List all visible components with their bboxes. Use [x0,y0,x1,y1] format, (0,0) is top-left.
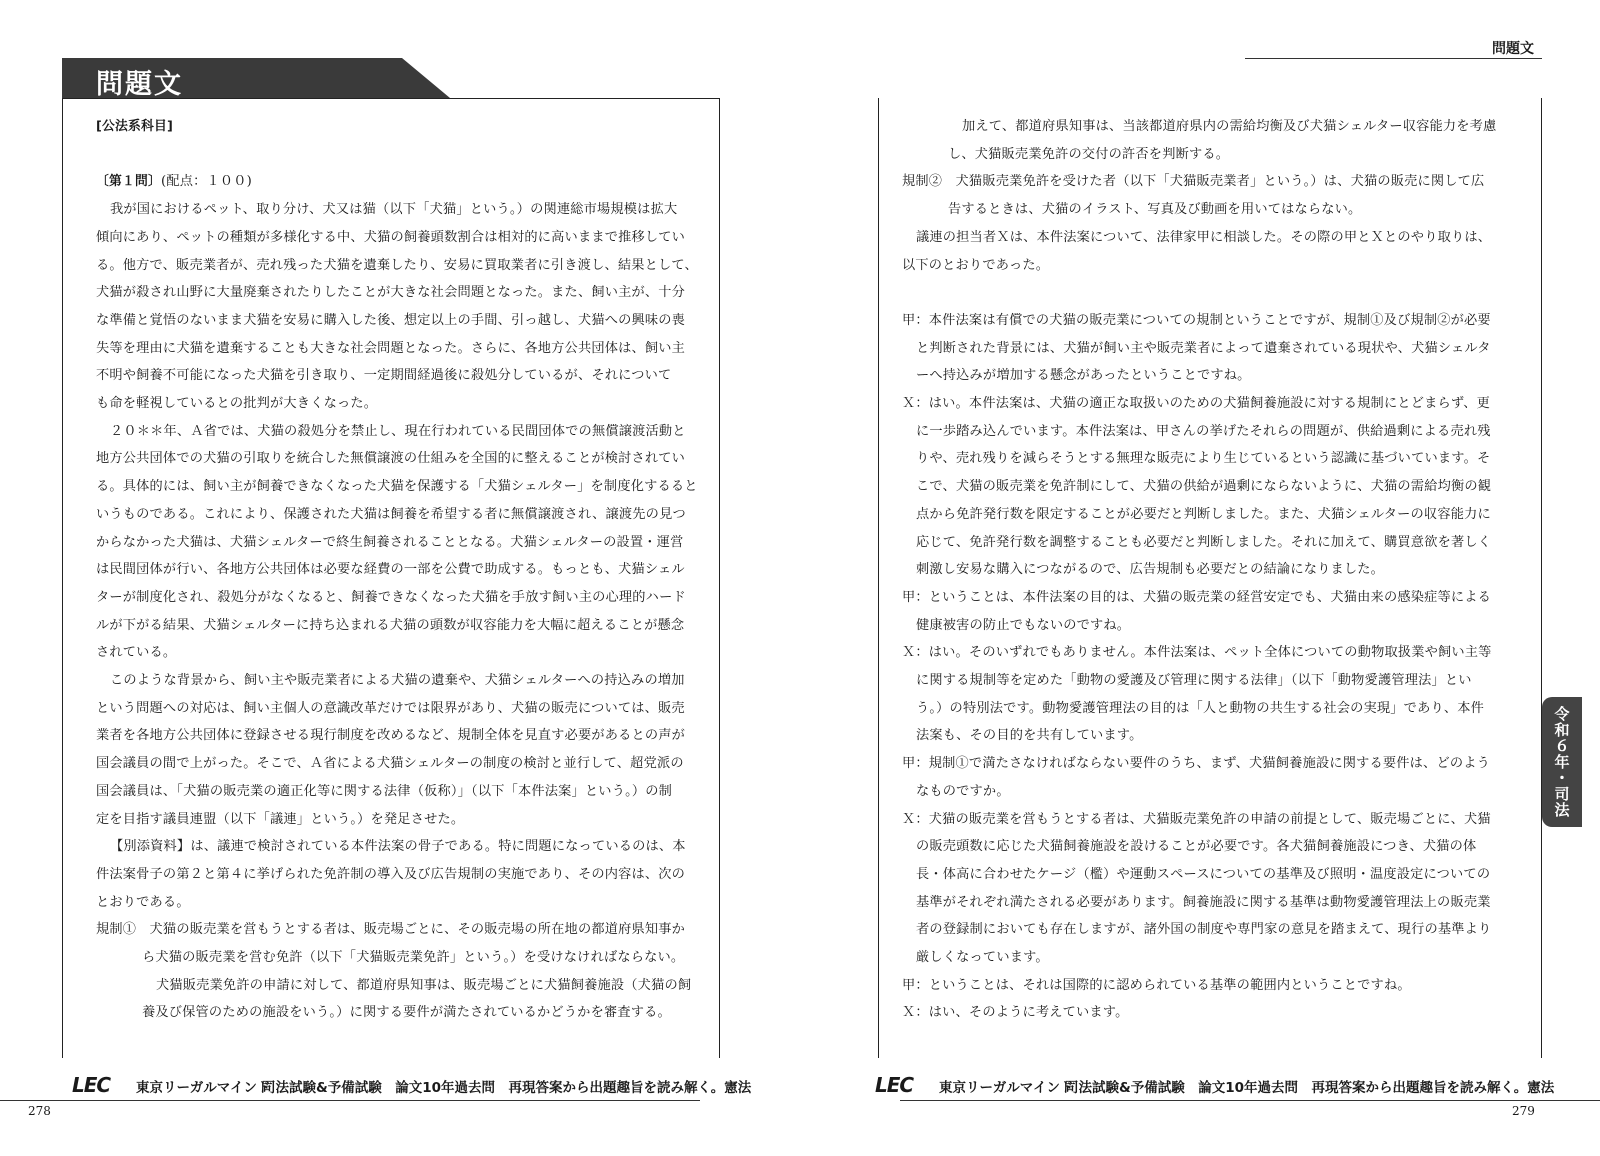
text-line: Ｘ：はい、そのように考えています。 [902,1005,1129,1021]
text-line: ーへ持込みが増加する懸念があったということですね。 [916,368,1251,384]
running-title-rule [1245,58,1542,59]
text-line: る。他方で、販売業者が、売れ残った犬猫を遺棄したり、安易に買取業者に引き渡し、結果として、 [96,257,698,273]
left-footer-rule [0,1100,700,1101]
lec-logo: LEC [875,1073,914,1097]
text-line: 傾向にあり、ペットの種類が多様化する中、犬猫の飼養頭数割合は相対的に高いままで推移してい [96,229,686,245]
text-line: りや、売れ残りを減らそうとする無理な販売により生じているという認識に基づいています。そ [916,451,1491,467]
left-paragraphs [96,196,698,1027]
running-title: 問題文 [1492,41,1534,57]
text-line: は民間団体が行い、各地方公共団体は必要な経費の一部を公費で助成する。もっとも、犬猫シェル [96,562,685,578]
text-line: 地方公共団体での犬猫の引取りを統合した無償譲渡の仕組みを全国的に整えることが検討されてい [96,451,686,467]
right-paragraphs [902,113,1496,1027]
text-line: ターが制度化され、殺処分がなくなると、飼養できなくなった犬猫を手放す飼い主の心理的ハード [96,589,686,605]
text-line: こで、犬猫の販売業を免許制にして、犬猫の供給が過剰にならないように、犬猫の需給均衡の観 [916,479,1492,495]
text-line: 応じて、免許発行数を調整することも必要だと判断しました。それに加えて、購買意欲を著しく [916,534,1492,550]
company-name: 東京リーガルマインド [939,1080,1074,1096]
text-line: 厳しくなっています。 [916,950,1049,966]
text-line: されている。 [96,645,177,661]
right-body [902,113,1496,1027]
text-line: 規制① 犬猫の販売業を営もうとする者は、販売場ごとに、その販売場の所在地の都道府県知事か [96,922,686,938]
text-line: 以下のとおりであった。 [902,257,1050,273]
text-line: な準備と覚悟のないまま犬猫を安易に購入した後、想定以上の手間、引っ越し、犬猫への興味の喪 [96,312,686,328]
text-line: 甲：規制①で満たさなければならない要件のうち、まず、犬猫飼養施設に関する要件は、どのよう [902,756,1490,772]
text-line: 件法案骨子の第２と第４に挙げられた免許制の導入及び広告規制の実施であり、その内容は、次の [96,866,686,882]
text-line: に一歩踏み込んでいます。本件法案は、甲さんの挙げたそれらの問題が、供給過剰による売れ残 [916,423,1491,439]
book-title: 司法試験&予備試験 論文10年過去問 再現答案から出題趣旨を読み解く。憲法 [1065,1080,1555,1096]
text-line: 甲：ということは、それは国際的に認められている基準の範囲内ということですね。 [902,977,1411,993]
text-line: 犬猫販売業免許の申請に対して、都道府県知事は、販売場ごとに犬猫飼養施設（犬猫の飼 [156,977,692,993]
page-number-left: 278 [28,1104,51,1118]
text-line: Ｘ：はい。本件法案は、犬猫の適正な取扱いのための犬猫飼養施設に対する規制にとどまらず、更 [902,396,1490,412]
text-line: 国会議員は、「犬猫の販売業の適正化等に関する法律（仮称）」（以下「本件法案」という。）の制 [96,783,673,799]
text-line: Ｘ：はい。そのいずれでもありません。本件法案は、ペット全体についての動物取扱業や飼い主等 [902,645,1492,661]
category-label: [公法系科目] [96,119,174,134]
text-line: る。具体的には、飼い主が飼養できなくなった犬猫を保護する「犬猫シェルター」を制度化するると [96,479,698,495]
text-line: ルが下がる結果、犬猫シェルターに持ち込まれる犬猫の頭数が収容能力を大幅に超えることが懸念 [96,617,685,633]
text-line: う。）の特別法です。動物愛護管理法の目的は「人と動物の共生する社会の実現」であり、本件 [916,700,1485,716]
left-body [96,113,698,1027]
text-line: 失等を理由に犬猫を遺棄することも大きな社会問題となった。さらに、各地方公共団体は、飼い主 [96,340,686,356]
question-heading: 〔第１問〕(配点：１００) [96,174,252,190]
section-title: 問題文 [96,69,183,100]
text-line: 基準がそれぞれ満たされる必要があります。飼養施設に関する基準は動物愛護管理法上の販売業 [916,894,1491,910]
text-line: 点から免許発行数を限定することが必要だと判断しました。また、犬猫シェルターの収容能力に [916,506,1491,522]
text-line: 規制② 犬猫販売業免許を受けた者（以下「犬猫販売業者」という。）は、犬猫の販売に関して広 [902,174,1485,190]
text-line: と判断された背景には、犬猫が飼い主や販売業者によって遺棄されている現状や、犬猫シェルタ [916,340,1491,356]
text-line: も命を軽視しているとの批判が大きくなった。 [96,396,378,412]
company-name: 東京リーガルマインド [136,1080,271,1096]
text-line: という問題への対応は、飼い主個人の意識改革だけでは限界があり、犬猫の販売については、販売 [96,700,685,716]
text-line: 甲：ということは、本件法案の目的は、犬猫の販売業の経営安定でも、犬猫由来の感染症等による [902,589,1492,605]
text-line: 我が国におけるペット、取り分け、犬又は猫（以下「犬猫」という。）の関連総市場規模は拡大 [110,202,678,218]
text-line: 健康被害の防止でもないのですね。 [916,617,1131,633]
text-line: に関する規制等を定めた「動物の愛護及び管理に関する法律」（以下「動物愛護管理法」とい [916,673,1472,689]
text-line: し、犬猫販売業免許の交付の許否を判断する。 [948,146,1230,162]
right-footer [800,1073,1600,1097]
lec-logo: LEC [72,1073,111,1097]
text-line: 【別添資料】は、議連で検討されている本件法案の骨子である。特に問題になっているのは、本 [110,839,686,855]
text-line: とおりである。 [96,894,190,910]
text-line: 国会議員の間で上がった。そこで、Ａ省による犬猫シェルターの制度の検討と並行して、超党派の [96,756,684,772]
text-line: 加えて、都道府県知事は、当該都道府県内の需給均衡及び犬猫シェルター収容能力を考慮 [962,119,1497,134]
text-line: 告するときは、犬猫のイラスト、写真及び動画を用いてはならない。 [948,202,1362,218]
book-title: 司法試験&予備試験 論文10年過去問 再現答案から出題趣旨を読み解く。憲法 [262,1080,752,1096]
text-line: このような背景から、飼い主や販売業者による犬猫の遺棄や、犬猫シェルターへの持込みの増加 [110,673,685,689]
text-line: からなかった犬猫は、犬猫シェルターで終生飼養されることとなる。犬猫シェルターの設置・運営 [96,534,684,550]
text-line: の販売頭数に応じた犬猫飼養施設を設けることが必要です。各犬猫飼養施設につき、犬猫の体 [916,839,1477,855]
text-line: 法案も、その目的を共有しています。 [916,728,1143,744]
text-line: 刺激し安易な購入につながるので、広告規制も必要だとの結論になりました。 [916,562,1385,578]
chapter-index-tab[interactable]: 令和６年・司法 [1542,697,1582,827]
text-line: 犬猫が殺され山野に大量廃棄されたりしたことが大きな社会問題となった。また、飼い主が、十分 [96,285,686,301]
text-line: 者の登録制においても存在しますが、諸外国の制度や専門家の意見を踏まえて、現行の基準より [916,922,1492,938]
text-line: 議連の担当者Ｘは、本件法案について、法律家甲に相談した。その際の甲とＸとのやり取りは、 [916,229,1492,245]
text-line: 長・体高に合わせたケージ（檻）や運動スペースについての基準及び照明・温度設定についての [916,866,1491,882]
text-line: 甲：本件法案は有償での犬猫の販売業についての規制ということですが、規制①及び規制②が必要 [902,312,1491,328]
page-number-right: 279 [1512,1104,1535,1118]
text-line: 不明や飼養不可能になった犬猫を引き取り、一定期間経過後に殺処分しているが、それについて [96,368,672,384]
text-line: 業者を各地方公共団体に登録させる現行制度を改めるなど、規制全体を見直す必要があるとの声が [96,728,686,744]
text-line: ２０＊＊年、Ａ省では、犬猫の殺処分を禁止し、現在行われている民間団体での無償譲渡活動と [110,423,686,439]
text-line: 養及び保管のための施設をいう。）に関する要件が満たされているかどうかを審査する。 [142,1005,671,1021]
text-line: いうものである。これにより、保護された犬猫は飼養を希望する者に無償譲渡され、譲渡先の見つ [96,506,686,522]
right-page [800,0,1600,1156]
text-line [902,279,1496,307]
text-line: なものですか。 [916,783,1010,799]
left-footer [0,1073,800,1097]
text-line: ら犬猫の販売業を営む免許（以下「犬猫販売業免許」という。）を受けなければならない。 [142,950,685,966]
text-line: 定を目指す議員連盟（以下「議連」という。）を発足させた。 [96,811,465,827]
text-line: Ｘ：犬猫の販売業を営もうとする者は、犬猫販売業免許の申請の前提として、販売場ごとに、犬猫 [902,811,1491,827]
right-footer-rule [900,1100,1600,1101]
